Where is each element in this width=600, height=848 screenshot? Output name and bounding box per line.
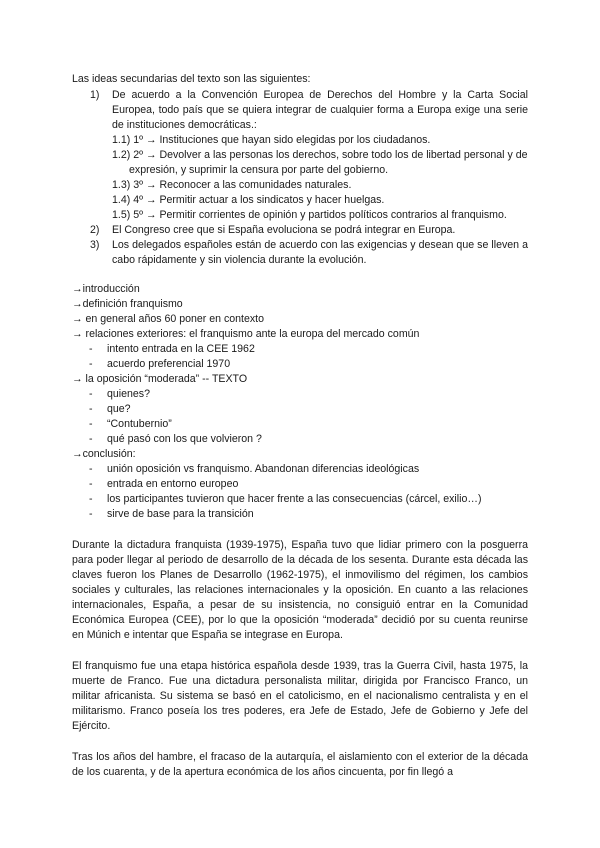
paragraph-franquismo: El franquismo fue una etapa histórica española desde 1939, tras la Guerra Civil, hasta 1975, la muerte de Franco. Fue una dictadura personalista militar, dirigida por Francisco Franco, un militar africanista. Su sistema se basó en el catolicismo, en el nacionalismo centralista y en el militarismo. Franco poseía los tres poderes, era Jefe de Estado, Jefe de Gobierno y Jefe del Ejército. <box>72 660 528 732</box>
outline <box>72 282 528 522</box>
item-text: De acuerdo a la Convención Europea de Derechos del Hombre y la Carta Social Europea, todo país que se quiera integrar de cualquier forma a Europa exige una serie de instituciones democráticas.: <box>112 89 528 131</box>
item-number: 3) <box>90 239 100 251</box>
sub-item-1-4: 1.4) 4º → Permitir actuar a los sindicatos y hacer huelgas. <box>112 194 385 206</box>
outline-dash-item: - unión oposición vs franquismo. Abandonan diferencias ideológicas <box>89 463 420 475</box>
outline-relaciones-exteriores: → relaciones exteriores: el franquismo ante la europa del mercado común <box>72 328 420 340</box>
outline-dash-item: - que? <box>89 403 131 415</box>
outline-dash-item: - entrada en entorno europeo <box>89 478 239 490</box>
outline-definicion: →definición franquismo <box>72 298 183 310</box>
sub-item-1-3: 1.3) 3º → Reconocer a las comunidades naturales. <box>112 179 352 191</box>
numbered-item-3 <box>72 238 528 268</box>
intro-line: Las ideas secundarias del texto son las siguientes: <box>72 73 311 85</box>
paragraph-hambre: Tras los años del hambre, el fracaso de la autarquía, el aislamiento con el exterior de la década de los cuarenta, y de la apertura económica de los años cincuenta, por fin llegó a <box>72 751 528 778</box>
outline-dash-item: - sirve de base para la transición <box>89 508 254 520</box>
sub-list <box>72 133 528 223</box>
sub-item-1-5: 1.5) 5º → Permitir corrientes de opinión y partidos políticos contrarios al franquismo. <box>112 209 507 221</box>
outline-dash-item: - acuerdo preferencial 1970 <box>89 358 231 370</box>
numbered-item-2 <box>72 223 528 238</box>
outline-conclusion: →conclusión: <box>72 448 136 460</box>
item-text: El Congreso cree que si España evoluciona se podrá integrar en Europa. <box>112 224 456 236</box>
sub-item-1-1: 1.1) 1º → Instituciones que hayan sido elegidas por los ciudadanos. <box>112 134 431 146</box>
item-number: 1) <box>90 89 100 101</box>
outline-dash-item: - los participantes tuvieron que hacer frente a las consecuencias (cárcel, exilio…) <box>89 493 482 505</box>
paragraph-dictadura: Durante la dictadura franquista (1939-1975), España tuvo que lidiar primero con la posguerra para poder llegar al periodo de desarrollo de la década de los sesenta. Durante esta década las claves fueron los Planes de Desarrollo (1962-1975), el inmovilismo del régimen, los cambios sociales y culturales, las relaciones internacionales y la oposición. En cuanto a las relaciones internacionales, España, a pesar de su insistencia, no consiguió entrar en la Comunidad Económica Europea (CEE), por lo que la oposición “moderada” decidió por su cuenta reunirse en Múnich e intentar que España se integrase en Europa. <box>72 539 528 641</box>
outline-contexto: → en general años 60 poner en contexto <box>72 313 265 325</box>
sub-item-1-2: 1.2) 2º → Devolver a las personas los derechos, sobre todo los de libertad personal y de expresión, y suprimir la censura por parte del gobierno. <box>112 149 528 176</box>
document-page <box>72 72 528 796</box>
item-text: Los delegados españoles están de acuerdo con las exigencias y desean que se lleven a cabo rápidamente y sin violencia durante la evolución. <box>112 239 528 266</box>
outline-dash-item: - intento entrada en la CEE 1962 <box>89 343 255 355</box>
numbered-item-1 <box>72 88 528 133</box>
outline-introduccion: →introducción <box>72 283 140 295</box>
outline-oposicion: → la oposición “moderada” -- TEXTO <box>72 373 248 385</box>
item-number: 2) <box>90 224 100 236</box>
outline-dash-item: - quienes? <box>89 388 151 400</box>
outline-dash-item: - “Contubernio” <box>89 418 172 430</box>
numbered-list <box>72 88 528 268</box>
outline-dash-item: - qué pasó con los que volvieron ? <box>89 433 262 445</box>
